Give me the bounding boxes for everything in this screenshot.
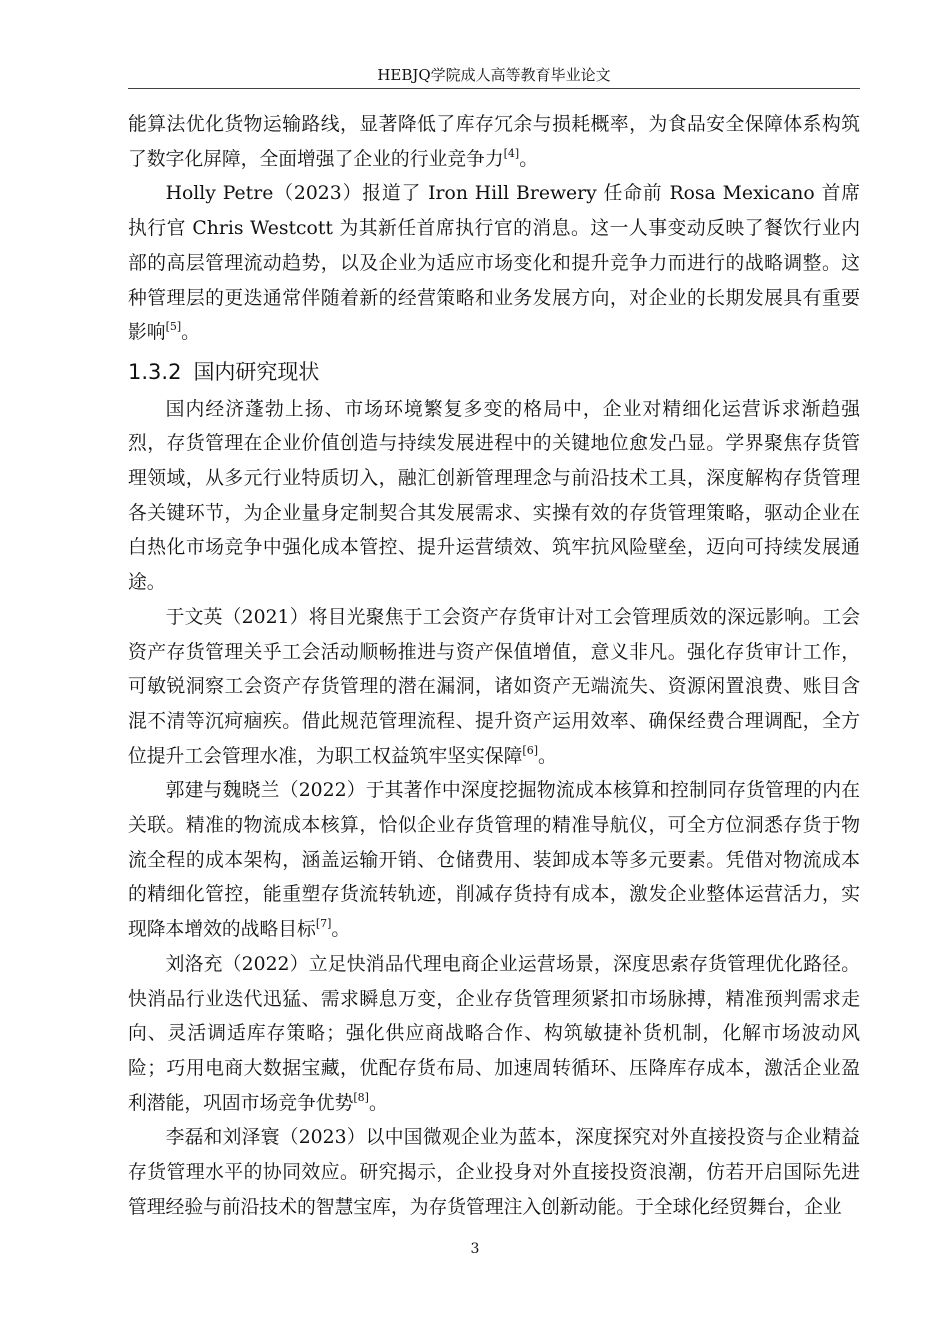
paragraph-continuation: 能算法优化货物运输路线，显著降低了库存冗余与损耗概率，为食品安全保障体系构筑了数字化屏障，全面增强了企业的行业竞争力[4]。 xyxy=(128,114,860,170)
citation-ref: [5] xyxy=(165,320,182,334)
paragraph-holly-petre: Holly Petre（2023）报道了 Iron Hill Brewery 任命前 Rosa Mexicano 首席执行官 Chris Westcott 为其新任首席执行官的消息。这一人事变动反映了餐饮行业内部的高层管理流动趋势，以及企业为适应市场变化和提升竞争力而进行的战略调整。这种管理层的更迭通常伴随着新的经营策略和业务发展方向，对企业的长期发展具有重要影响[5]。 xyxy=(128,183,860,344)
section-number: 1.3.2 xyxy=(128,359,182,384)
citation-ref: [8] xyxy=(353,1090,369,1104)
paragraph-liu-luochong: 刘洛充（2022）立足快消品代理电商企业运营场景，深度思索存货管理优化路径。快消品行业迭代迅猛、需求瞬息万变，企业存货管理须紧扣市场脉搏，精准预判需求走向、灵活调适库存策略；强化供应商战略合作、构筑敏捷补货机制，化解市场波动风险；巧用电商大数据宝藏，优配存货布局、加速周转循环、压降库存成本，激活企业盈利潜能，巩固市场竞争优势[8]。 xyxy=(128,953,860,1114)
paragraph-guo-wei: 郭建与魏晓兰（2022）于其著作中深度挖掘物流成本核算和控制同存货管理的内在关联。精准的物流成本核算，恰似企业存货管理的精准导航仪，可全方位洞悉存货于物流全程的成本架构，涵盖运输开销、仓储费用、装卸成本等多元要素。凭借对物流成本的精细化管控，能重塑存货流转轨迹，削减存货持有成本，激发企业整体运营活力，实现降本增效的战略目标[7]。 xyxy=(128,780,860,941)
section-title: 国内研究现状 xyxy=(193,359,320,384)
paragraph-domestic-overview: 国内经济蓬勃上扬、市场环境繁复多变的格局中，企业对精细化运营诉求渐趋强烈，存货管理在企业价值创造与持续发展进程中的关键地位愈发凸显。学界聚焦存货管理领域，从多元行业特质切入，融汇创新管理理念与前沿技术工具，深度解构存货管理各关键环节，为企业量身定制契合其发展需求、实操有效的存货管理策略，驱动企业在白热化市场竞争中强化成本管控、提升运营绩效、筑牢抗风险壁垒，迈向可持续发展通途。 xyxy=(128,398,860,594)
paragraph-li-liu: 李磊和刘泽寰（2023）以中国微观企业为蓝本，深度探究对外直接投资与企业精益存货管理水平的协同效应。研究揭示，企业投身对外直接投资浪潮，仿若开启国际先进管理经验与前沿技术的智慧宝库，为存货管理注入创新动能。于全球化经贸舞台，企业 xyxy=(128,1127,860,1218)
page-body xyxy=(128,108,860,1226)
section-heading xyxy=(128,355,860,390)
page-number: 3 xyxy=(470,1241,480,1257)
citation-ref: [4] xyxy=(503,146,520,160)
citation-ref: [6] xyxy=(522,743,538,757)
running-header: HEBJQ学院成人高等教育毕业论文 xyxy=(377,66,611,84)
citation-ref: [7] xyxy=(315,917,332,931)
header-rule xyxy=(128,88,860,89)
paragraph-yu-wenying: 于文英（2021）将目光聚焦于工会资产存货审计对工会管理质效的深远影响。工会资产存货管理关乎工会活动顺畅推进与资产保值增值，意义非凡。强化存货审计工作，可敏锐洞察工会资产存货管理的潜在漏洞，诸如资产无端流失、资源闲置浪费、账目含混不清等沉疴痼疾。借此规范管理流程、提升资产运用效率、确保经费合理调配，全方位提升工会管理水准，为职工权益筑牢坚实保障[6]。 xyxy=(128,606,860,767)
